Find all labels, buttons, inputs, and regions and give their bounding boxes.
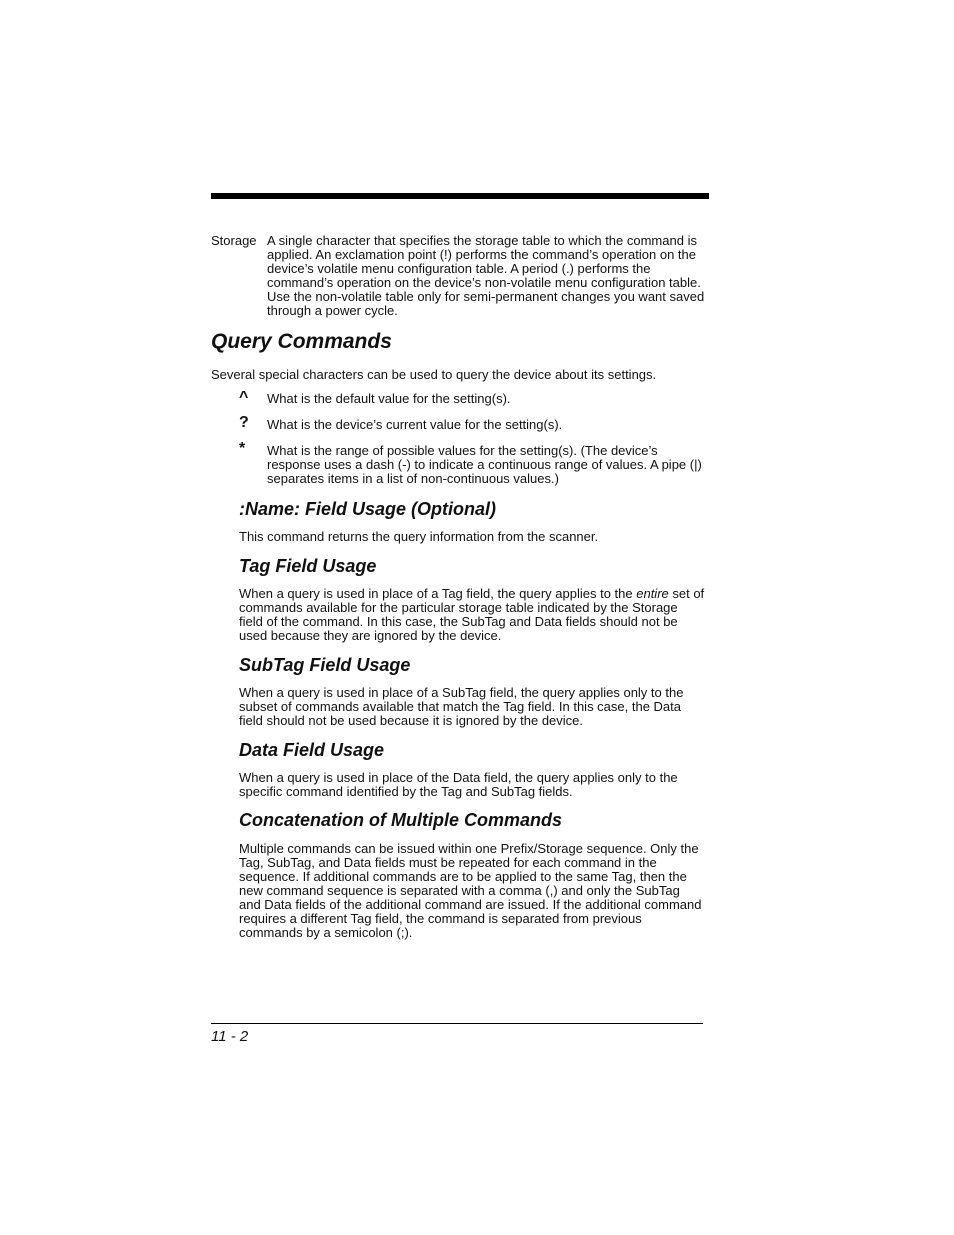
query-intro: Several special characters can be used to query the device about its settings. — [211, 367, 657, 382]
storage-definition: A single character that specifies the storage table to which the command is applied. An exclamation point (!) performs the command’s operation on the device’s volatile menu configuration table. A period (.) performs the command’s operation on the device’s non-volatile menu configuration table. Use the non-volatile table only for semi-permanent changes you want saved through a power cycle. — [267, 233, 705, 318]
page-number: 11 - 2 — [211, 1028, 249, 1045]
footer-rule — [211, 1023, 703, 1024]
query-commands-heading: Query Commands — [211, 330, 392, 353]
tag-body-start: When a query is used in place of a Tag field, the query applies to the — [239, 586, 637, 601]
caret-symbol: ^ — [239, 389, 249, 406]
question-symbol: ? — [239, 414, 249, 431]
subtag-field-usage-heading: SubTag Field Usage — [239, 655, 411, 675]
asterisk-symbol: * — [239, 440, 246, 457]
tag-field-usage-heading: Tag Field Usage — [239, 556, 377, 576]
name-field-usage-body: This command returns the query information from the scanner. — [239, 529, 599, 544]
question-description: What is the device’s current value for the setting(s). — [267, 417, 563, 432]
tag-body-emphasis: entire — [636, 586, 669, 601]
tag-body-end: set of commands available for the particular storage table indicated by the Storage field of the command. In this case, the SubTag and Data fields should not be used because they are ignored by the device. — [239, 586, 705, 643]
caret-description: What is the default value for the setting(s). — [267, 391, 511, 406]
subtag-field-usage-body: When a query is used in place of a SubTag field, the query applies only to the subset of commands available that match the Tag field. In this case, the Data field should not be used because it is ignored by the device. — [239, 685, 684, 728]
data-field-usage-body: When a query is used in place of the Data field, the query applies only to the specific command identified by the Tag and SubTag fields. — [239, 770, 678, 799]
data-field-usage-heading: Data Field Usage — [239, 740, 385, 760]
tag-field-usage-body — [239, 587, 705, 643]
name-field-usage-heading: :Name: Field Usage (Optional) — [239, 499, 497, 519]
concatenation-heading: Concatenation of Multiple Commands — [239, 810, 563, 830]
asterisk-description: What is the range of possible values for the setting(s). (The device’s response uses a dash (-) to indicate a continuous range of values. A pipe (|) separates items in a list of non-continuous values.) — [267, 443, 702, 486]
concatenation-body: Multiple commands can be issued within one Prefix/Storage sequence. Only the Tag, SubTag, and Data fields must be repeated for each command in the sequence. If additional commands are to be applied to the same Tag, then the new command sequence is separated with a comma (,) and only the SubTag and Data fields of the additional command are issued. If the additional command requires a different Tag field, the command is separated from previous commands by a semicolon (;). — [239, 841, 702, 940]
header-rule — [211, 193, 709, 199]
storage-term: Storage — [211, 233, 257, 248]
